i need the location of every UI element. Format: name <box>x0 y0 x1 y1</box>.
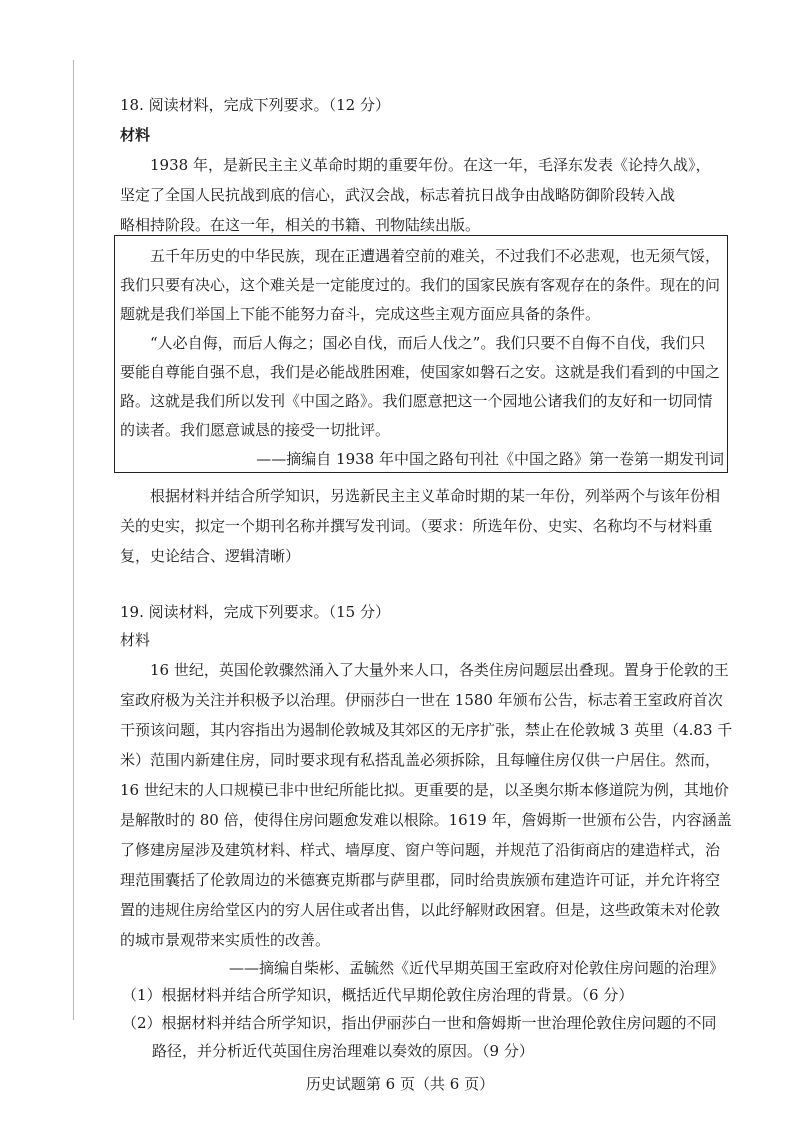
q18-task-line: 根据材料并结合所学知识，另选新民主主义革命时期的某一年份，列举两个与该年份相 <box>150 487 721 505</box>
q18-box-line: 题就是我们举国上下能不能努力奋斗，完成这些主观方面应具备的条件。 <box>120 305 601 323</box>
q18-intro-line: 略相持阶段。在这一年，相关的书籍、刊物陆续出版。 <box>120 216 481 234</box>
q18-box-line: 五千年历史的中华民族，现在正遭遇着空前的难关，不过我们不必悲观，也无须气馁， <box>150 247 721 265</box>
q18-intro-line: 1938 年，是新民主主义革命时期的重要年份。在这一年，毛泽东发表《论持久战》， <box>150 156 711 174</box>
q18-quote-box <box>114 235 728 473</box>
q18-material-label: 材料 <box>120 126 151 144</box>
q19-paragraph-line: 室政府极为关注并积极予以治理。伊丽莎白一世在 1580 年颁布公告，标志着王室政府首次 <box>120 691 723 709</box>
q19-subquestion-1: （1）根据材料并结合所学知识，概括近代早期伦敦住房治理的背景。（6 分） <box>122 986 634 1004</box>
q19-paragraph-line: 理范围囊括了伦敦周边的米德赛克斯郡与萨里郡，同时给贵族颁布建造许可证，并允许将空 <box>120 871 721 889</box>
q18-intro-line: 坚定了全国人民抗战到底的信心，武汉会战，标志着抗日战争由战略防御阶段转入战 <box>120 186 676 204</box>
q19-title: 19. 阅读材料，完成下列要求。（15 分） <box>120 603 390 621</box>
q19-paragraph-line: 干预该问题，其内容指出为遏制伦敦城及其郊区的无序扩张，禁止在伦敦城 3 英里（4.83 千 <box>120 721 733 739</box>
q19-source: ——摘编自柴彬、孟毓然《近代早期英国王室政府对伦敦住房问题的治理》 <box>228 959 724 977</box>
q19-paragraph-line: 16 世纪，英国伦敦骤然涌入了大量外来人口，各类住房问题层出叠现。置身于伦敦的王 <box>150 661 729 679</box>
q18-task-line: 复，史论结合、逻辑清晰） <box>120 547 301 565</box>
q18-task-line: 关的史实，拟定一个期刊名称并撰写发刊词。（要求：所选年份、史实、名称均不与材料重 <box>120 517 713 535</box>
q19-paragraph-line: 置的违规住房给堂区内的穷人居住或者出售，以此纾解财政困窘。但是，这些政策未对伦敦 <box>120 901 721 919</box>
q18-box-source: ——摘编自 1938 年中国之路旬刊社《中国之路》第一卷第一期发刊词 <box>256 450 724 468</box>
q18-box-line: 我们只要有决心，这个难关是一定能度过的。我们的国家民族有客观存在的条件。现在的问 <box>120 276 721 294</box>
page-footer: 历史试题第 6 页（共 6 页） <box>305 1075 495 1093</box>
q19-paragraph-line: 了修建房屋涉及建筑材料、样式、墙厚度、窗户等问题，并规范了沿街商店的建造样式，治 <box>120 841 721 859</box>
q19-subquestion-2: （2）根据材料并结合所学知识，指出伊丽莎白一世和詹姆斯一世治理伦敦住房问题的不同 <box>122 1014 717 1032</box>
q19-paragraph-line: 16 世纪末的人口规模已非中世纪所能比拟。更重要的是，以圣奥尔斯本修道院为例，其地价 <box>120 781 729 799</box>
q18-box-line: 路。这就是我们所以发刊《中国之路》。我们愿意把这一个园地公诸我们的友好和一切同情 <box>120 392 713 410</box>
q18-box-line: “人必自侮，而后人侮之；国必自伐，而后人伐之”。我们只要不自侮不自伐，我们只 <box>150 334 706 352</box>
q19-paragraph-line: 的城市景观带来实质性的改善。 <box>120 931 331 949</box>
q19-material-label: 材料 <box>120 631 151 649</box>
q19-paragraph-line: 米）范围内新建住房，同时要求现有私搭乱盖必须拆除，且每幢住房仅供一户居住。然而， <box>120 751 721 769</box>
q18-box-line: 要能自尊能自强不息，我们是必能战胜困难，使国家如磐石之安。这就是我们看到的中国之 <box>120 363 721 381</box>
q19-subquestion-2-cont: 路径，并分析近代英国住房治理难以奏效的原因。（9 分） <box>152 1042 534 1060</box>
q19-paragraph-line: 是解散时的 80 倍，使得住房问题愈发难以根除。1619 年，詹姆斯一世颁布公告，内容涵盖 <box>120 811 732 829</box>
q18-title: 18. 阅读材料，完成下列要求。（12 分） <box>120 96 390 114</box>
q18-box-line: 的读者。我们愿意诚恳的接受一切批评。 <box>120 421 391 439</box>
binding-margin-line <box>73 60 74 1020</box>
